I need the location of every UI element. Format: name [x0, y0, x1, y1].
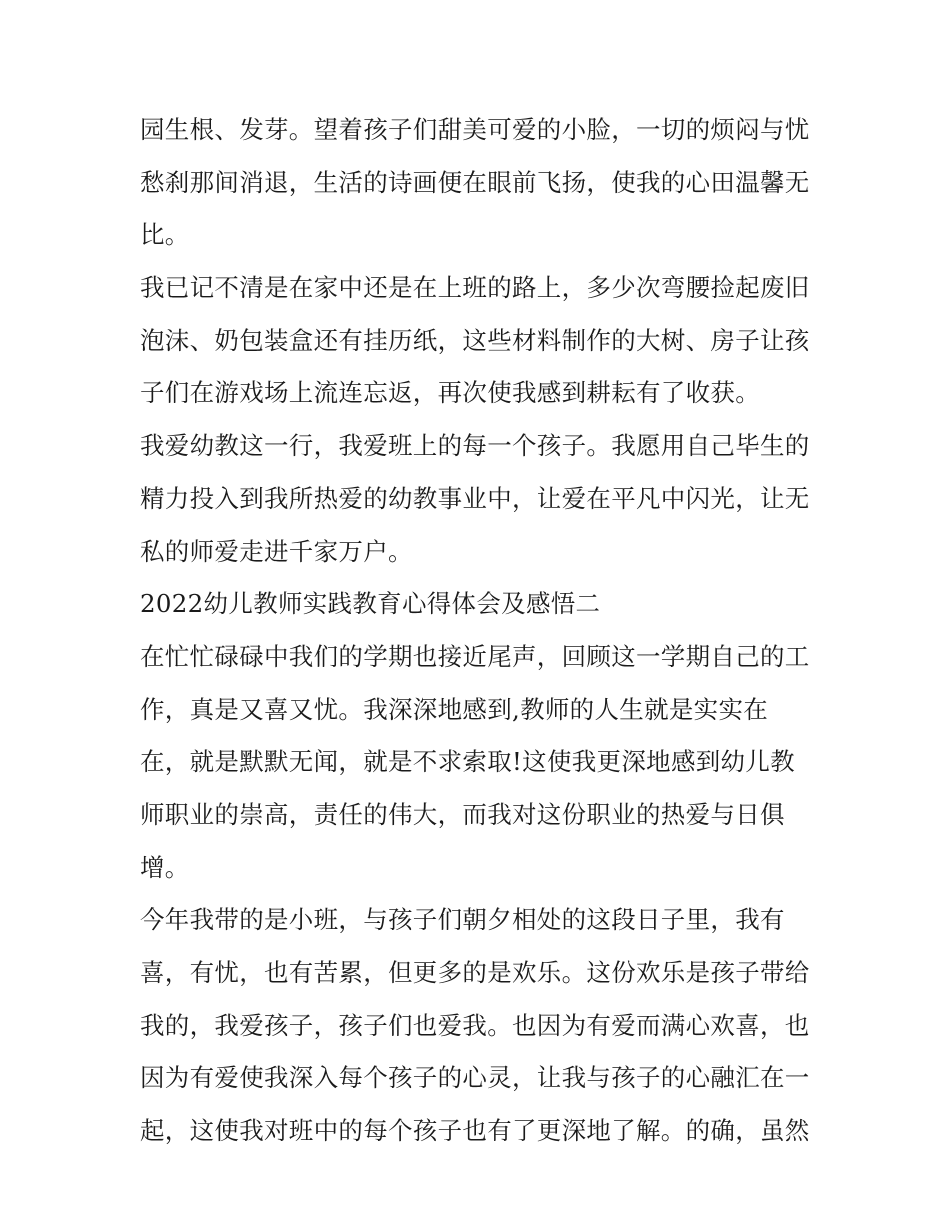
text-line: 我爱幼教这一行，我爱班上的每一个孩子。我愿用自己毕生的 [140, 431, 810, 461]
text-line: 因为有爱使我深入每个孩子的心灵，让我与孩子的心融汇在一 [140, 1063, 810, 1093]
text-line: 我已记不清是在家中还是在上班的路上，多少次弯腰捡起废旧 [140, 273, 810, 303]
text-line: 园生根、发芽。望着孩子们甜美可爱的小脸，一切的烦闷与忧 [140, 115, 810, 144]
text-line: 作，真是又喜又忧。我深深地感到,教师的人生就是实实在 [140, 694, 769, 724]
text-line: 师职业的崇高，责任的伟大，而我对这份职业的热爱与日俱 [140, 799, 785, 829]
text-line: 比。 [140, 220, 190, 250]
text-line: 精力投入到我所热爱的幼教事业中，让爱在平凡中闪光，让无 [140, 483, 810, 513]
section-heading: 2022幼儿教师实践教育心得体会及感悟二 [140, 589, 601, 619]
text-line: 增。 [140, 852, 190, 882]
document-body [140, 104, 820, 1158]
text-line: 在忙忙碌碌中我们的学期也接近尾声，回顾这一学期自己的工 [140, 641, 810, 671]
text-line: 起，这使我对班中的每个孩子也有了更深地了解。的确，虽然 [140, 1116, 810, 1146]
text-line: 愁刹那间消退，生活的诗画便在眼前飞扬，使我的心田温馨无 [140, 167, 810, 197]
text-line: 喜，有忧，也有苦累，但更多的是欢乐。这份欢乐是孩子带给 [140, 958, 810, 987]
text-line: 我的，我爱孩子，孩子们也爱我。也因为有爱而满心欢喜，也 [140, 1010, 810, 1040]
text-line: 在，就是默默无闻，就是不求索取!这使我更深地感到幼儿教 [140, 747, 795, 777]
text-line: 私的师爱走进千家万户。 [140, 536, 413, 566]
text-line: 今年我带的是小班，与孩子们朝夕相处的这段日子里，我有 [140, 905, 785, 935]
text-line: 子们在游戏场上流连忘返，再次使我感到耕耘有了收获。 [140, 378, 760, 408]
text-line: 泡沫、奶包装盒还有挂历纸，这些材料制作的大树、房子让孩 [140, 325, 810, 355]
